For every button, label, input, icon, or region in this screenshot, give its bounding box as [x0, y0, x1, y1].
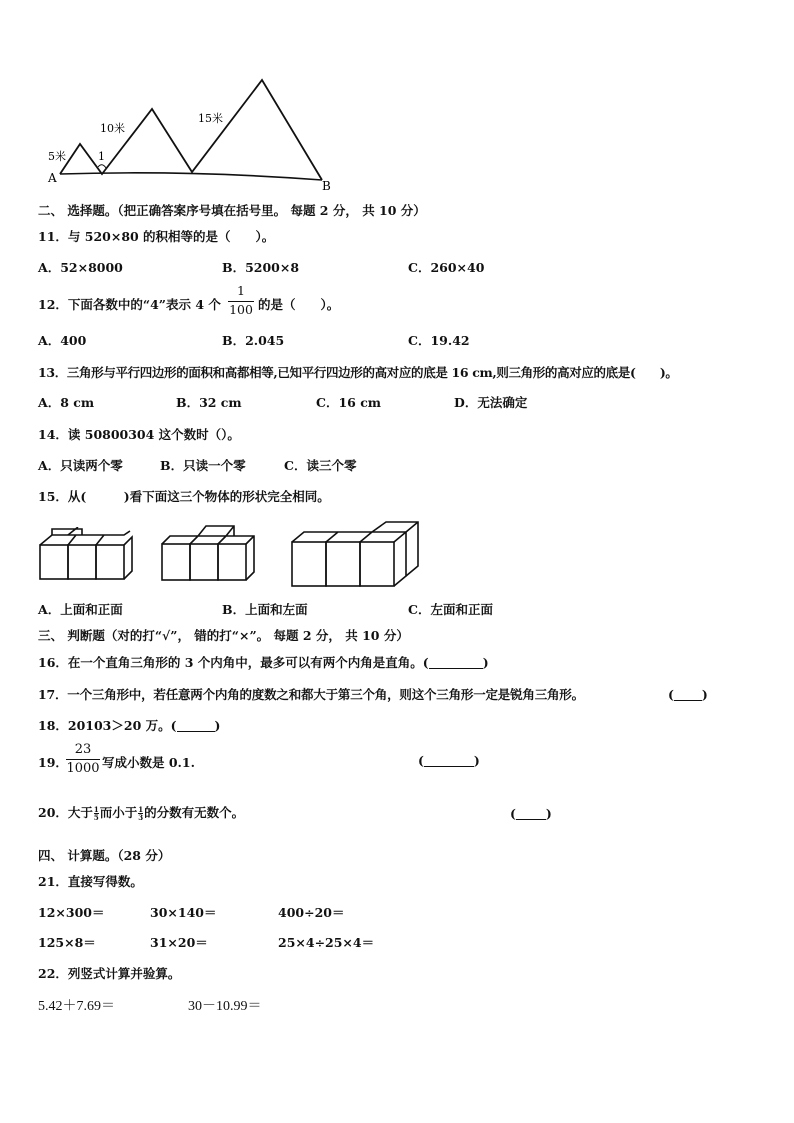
- q15-option-a: A．上面和正面: [38, 602, 123, 617]
- q18-stem: 18．20103＞20 万。(: [38, 718, 177, 733]
- q15-option-c: C．左面和正面: [408, 602, 493, 617]
- q20-open: (: [510, 806, 516, 821]
- q11-option-b: B．5200×8: [222, 260, 300, 275]
- q19-close: ): [473, 753, 480, 768]
- q21-item: 30×140＝: [150, 905, 217, 920]
- label-5m: 5米: [48, 150, 66, 163]
- section2-heading: 二、 选择题。（把正确答案序号填在括号里。 每题 2 分， 共 10 分）: [38, 203, 426, 218]
- q17-answer-blank[interactable]: [674, 690, 702, 701]
- q17-close: ): [701, 687, 708, 702]
- q16-answer-blank[interactable]: [429, 658, 483, 669]
- label-10m: 10米: [100, 122, 125, 135]
- q17-open: (: [668, 687, 674, 702]
- q13-option-b: B．32 cm: [176, 395, 242, 410]
- q20-fraction-2: [138, 806, 143, 821]
- q20-mid: 而小于: [99, 805, 138, 820]
- mountain-baseline: [60, 173, 322, 180]
- q12-frac-den: 100: [229, 301, 253, 317]
- q21-item: 400÷20＝: [278, 905, 345, 920]
- q20-pre: 20．大于: [38, 805, 93, 820]
- q18-close: ): [214, 718, 221, 733]
- q20-row: [38, 806, 244, 821]
- q12-stem-pre: 12．下面各数中的“4”表示 4 个: [38, 297, 221, 312]
- label-15m: 15米: [198, 112, 223, 125]
- label-1: 1: [98, 150, 105, 163]
- q20-fraction-1: [94, 806, 99, 821]
- angle-mark: [98, 165, 106, 168]
- q12-stem-post: 的是（ ）。: [258, 297, 340, 312]
- q13-stem: 13．三角形与平行四边形的面积和高都相等,已知平行四边形的高对应的底是 16 cm,则三角形的高对应的底是( )。: [38, 365, 678, 380]
- q16-row: [38, 657, 489, 670]
- q13-option-d: D．无法确定: [454, 395, 528, 410]
- q16-stem: 16．在一个直角三角形的 3 个内角中，最多可以有两个内角是直角。(: [38, 655, 429, 670]
- q11-option-c: C．260×40: [408, 260, 485, 275]
- q12-fraction: [228, 285, 254, 316]
- q12-frac-num: 1: [237, 283, 245, 298]
- q20-close: ): [545, 806, 552, 821]
- q12-option-c: C．19.42: [408, 333, 470, 348]
- q19-open: (: [418, 753, 424, 768]
- q15-cubes-figure-1: [38, 527, 134, 583]
- q20-post: 的分数有无数个。: [144, 805, 245, 820]
- q21-item: 31×20＝: [150, 935, 208, 950]
- q12-option-a: A．400: [38, 333, 87, 348]
- q21-stem: 21．直接写得数。: [38, 874, 143, 889]
- q20-answer-blank[interactable]: [516, 809, 546, 820]
- q19-frac-num: 23: [74, 742, 92, 757]
- q13-option-a: A．8 cm: [38, 395, 95, 410]
- q14-option-c: C．读三个零: [284, 458, 357, 473]
- q15-stem: 15．从( )看下面这三个物体的形状完全相同。: [38, 489, 330, 504]
- q19-num: 19．: [38, 755, 68, 770]
- q19-answer: [418, 755, 480, 768]
- q15-cubes-figure-2: [160, 524, 264, 584]
- q20-f1-den: 5: [93, 813, 99, 822]
- q17-stem: 17．一个三角形中，若任意两个内角的度数之和都大于第三个角，则这个三角形一定是锐角三角形。: [38, 687, 584, 702]
- q21-item: 25×4÷25×4＝: [278, 935, 375, 950]
- q22-stem: 22．列竖式计算并验算。: [38, 966, 181, 981]
- q14-option-a: A．只读两个零: [38, 458, 123, 473]
- q16-close: ): [482, 655, 489, 670]
- q20-f1-num: 1: [93, 805, 99, 814]
- q14-option-b: B．只读一个零: [160, 458, 246, 473]
- q14-stem: 14．读 50800304 这个数时（）。: [38, 427, 240, 442]
- q19-answer-blank[interactable]: [424, 756, 474, 767]
- q21-item: 125×8＝: [38, 935, 96, 950]
- q22-item: 5.42＋7.69＝: [38, 999, 115, 1014]
- q19-post: 写成小数是 0.1.: [102, 755, 195, 770]
- label-a: A: [48, 171, 57, 185]
- q18-row: [38, 720, 220, 733]
- q17-answer: [668, 689, 708, 702]
- q15-option-b: B．上面和左面: [222, 602, 308, 617]
- q13-option-c: C．16 cm: [316, 395, 382, 410]
- q20-answer: [510, 808, 552, 821]
- q20-f2-num: 1: [138, 805, 144, 814]
- section4-heading: 四、 计算题。（28 分）: [38, 848, 171, 863]
- q19-fraction: [66, 743, 100, 775]
- q18-answer-blank[interactable]: [177, 721, 215, 732]
- q21-item: 12×300＝: [38, 905, 105, 920]
- mountain-figure: [40, 72, 340, 192]
- q19-frac-den: 1000: [66, 761, 100, 776]
- q11-option-a: A．52×8000: [38, 260, 123, 275]
- q12-option-b: B．2.045: [222, 333, 285, 348]
- label-b: B: [322, 179, 331, 192]
- q15-cubes-figure-3: [290, 520, 422, 592]
- section3-heading: 三、 判断题（对的打“√”， 错的打“×”。 每题 2 分， 共 10 分）: [38, 628, 409, 643]
- q20-f2-den: 3: [138, 813, 144, 822]
- q11-stem: 11．与 520×80 的积相等的是（ ）。: [38, 229, 275, 244]
- q22-item: 30－10.99＝: [188, 999, 262, 1014]
